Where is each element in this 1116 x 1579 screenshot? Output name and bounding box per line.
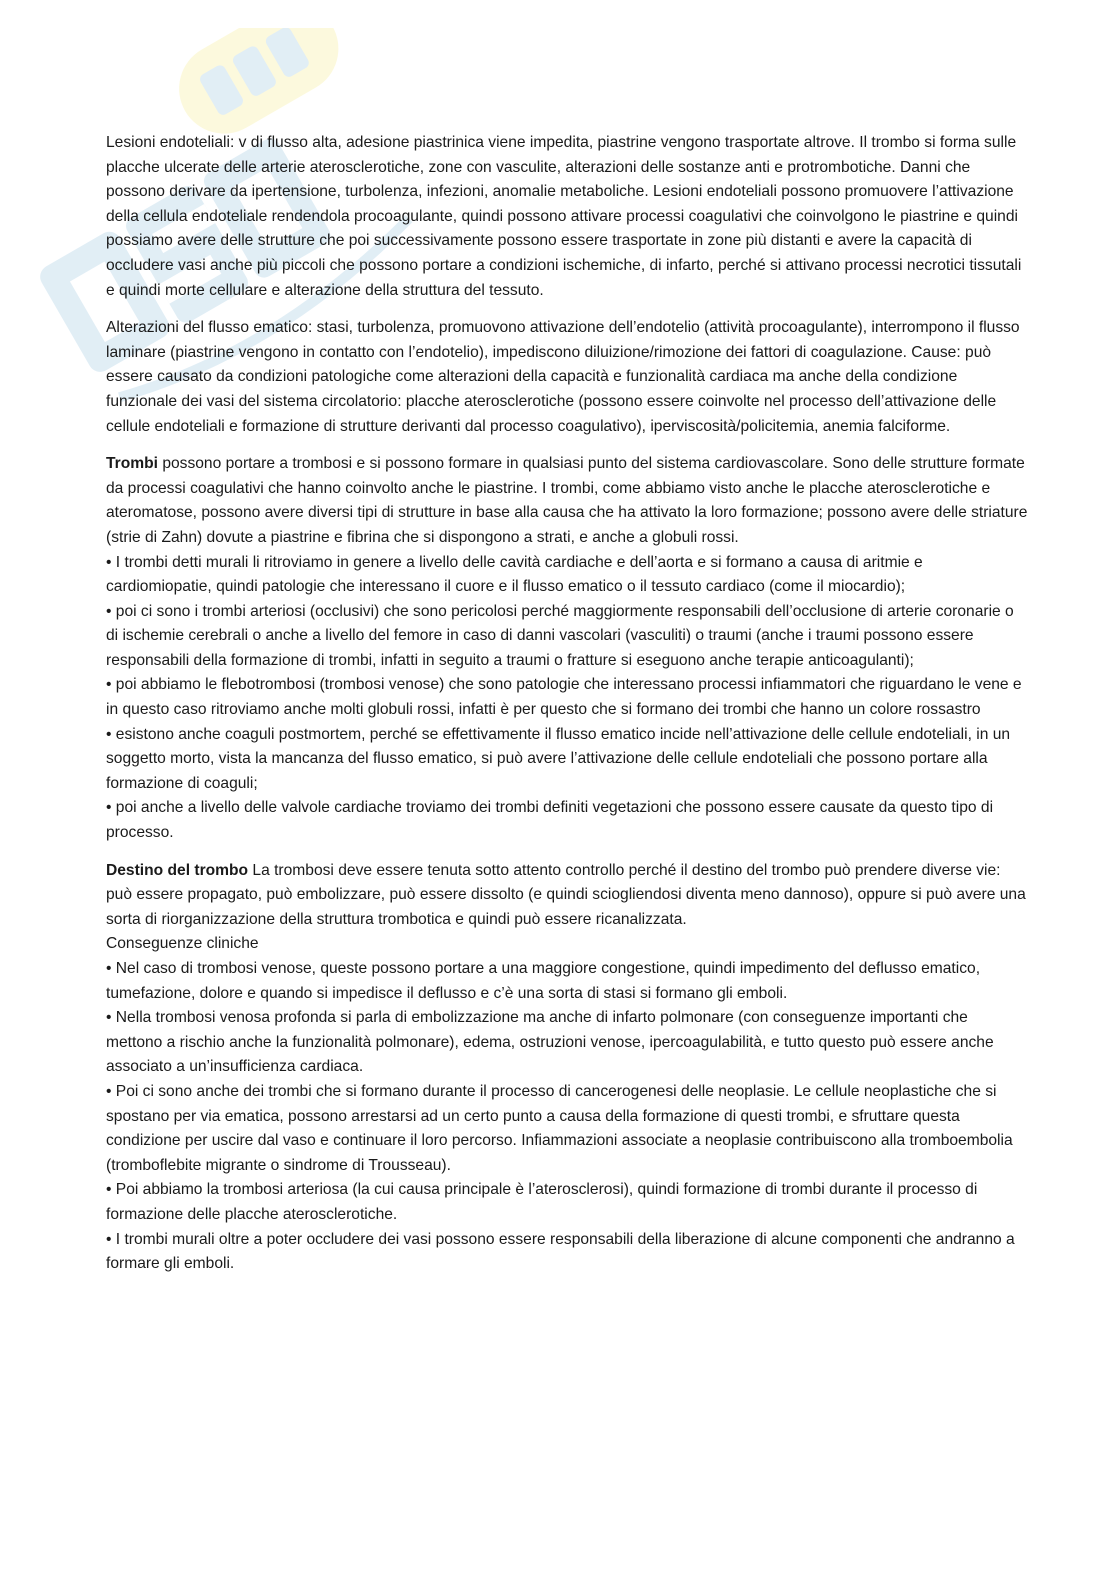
- paragraph-alterazioni-flusso: Alterazioni del flusso ematico: stasi, turbolenza, promuovono attivazione dell’endotelio (attività procoagulante), interrompono il flusso laminare (piastrine vengono in contatto con l’endotelio), impediscono diluizione/rimozione dei fattori di coagulazione. Cause: può essere causato da condizioni patologiche come alterazioni della capacità e funzionalità cardiaca ma anche della condizione funzionale dei vasi del sistema circolatorio: placche aterosclerotiche (possono essere coinvolte nel processo dell’attivazione delle cellule endoteliali e formazione di strutture derivanti dal processo coagulativo), iperviscosità/policitemia, anemia falciforme.: [106, 319, 1020, 435]
- list-item: • poi abbiamo le flebotrombosi (trombosi venose) che sono patologie che interessano processi infiammatori che riguardano le vene e in questo caso ritroviamo anche molti globuli rossi, infatti è per questo che si formano dei trombi che hanno un colore rossastro: [106, 676, 1022, 719]
- list-item: • poi anche a livello delle valvole cardiache troviamo dei trombi definiti vegetazioni che possono essere causate da questo tipo di processo.: [106, 799, 994, 842]
- paragraph-lesioni-endoteliali: Lesioni endoteliali: v di flusso alta, adesione piastrinica viene impedita, piastrine vengono trasportate altrove. Il trombo si forma sulle placche ulcerate delle arterie aterosclerotiche, zone con vasculite, alterazioni delle sostanze anti e protrombotiche. Danni che possono derivare da ipertensione, turbolenza, infezioni, anomalie metaboliche. Lesioni endoteliali possono promuovere l’attivazione della cellula endoteliale rendendola procoagulante, quindi possono attivare processi coagulativi che coinvolgono le piastrine e quindi possiamo avere delle strutture che poi successivamente possono essere trasportate in zone più distanti e avere la capacità di occludere vasi anche più piccoli che possono portare a condizioni ischemiche, di infarto, perché si attivano processi necrotici tissutali e quindi morte cellulare e alterazione della struttura del tessuto.: [106, 134, 1022, 299]
- trombi-intro-text: possono portare a trombosi e si possono formare in qualsiasi punto del sistema cardiovascolare. Sono delle strutture formate da processi coagulativi che hanno coinvolto anche le piastrine. I trombi, come abbiamo visto anche le placche aterosclerotiche e ateromatose, possono avere diversi tipi di strutture in base alla causa che ha attivato la loro formazione; possono avere delle striature (strie di Zahn) dovute a piastrine e fibrina che si dispongono a strati, e anche a globuli rossi.: [106, 455, 1028, 546]
- destino-intro-text: La trombosi deve essere tenuta sotto attento controllo perché il destino del trombo può prendere diverse vie: può essere propagato, può embolizzare, può essere dissolto (e quindi sciogliendosi diventa meno dannoso), oppure si può avere una sorta di riorganizzazione della struttura trombotica e quindi può essere ricanalizzata.: [106, 861, 1026, 928]
- list-item: • Nel caso di trombosi venose, queste possono portare a una maggiore congestione, quindi impedimento del deflusso ematico, tumefazione, dolore e quando si impedisce il deflusso e c’è una sorta di stasi si formano gli emboli.: [106, 960, 981, 1002]
- list-item: • Poi ci sono anche dei trombi che si formano durante il processo di cancerogenesi delle neoplasie. Le cellule neoplastiche che si spostano per via ematica, possono arrestarsi ad un certo punto a causa della formazione di questi trombi, e sfruttare questa condizione per uscire dal vaso e continuare il loro percorso. Infiammazioni associate a neoplasie contribuiscono alla tromboembolia (tromboflebite migrante o sindrome di Trousseau).: [106, 1082, 1013, 1174]
- subheading-conseguenze-cliniche: Conseguenze cliniche: [106, 935, 259, 953]
- list-item: • esistono anche coaguli postmortem, perché se effettivamente il flusso ematico incide nell’attivazione delle cellule endoteliali, in un soggetto morto, vista la mancanza del flusso ematico, si può avere l’attivazione delle cellule endoteliali che possono portare alla formazione di coaguli;: [106, 725, 1011, 792]
- list-item: • Poi abbiamo la trombosi arteriosa (la cui causa principale è l’aterosclerosi), quindi formazione di trombi durante il processo di formazione delle placche aterosclerotiche.: [106, 1181, 978, 1223]
- paragraph-trombi-intro: [106, 452, 1028, 550]
- list-item: • Nella trombosi venosa profonda si parla di embolizzazione ma anche di infarto polmonare (con conseguenze importanti che mettono a rischio anche la funzionalità polmonare), edema, ostruzioni venose, ipercoagulabilità, e tutto questo può essere anche associato a un’insufficienza cardiaca.: [106, 1009, 994, 1076]
- heading-trombi: Trombi: [106, 455, 158, 473]
- document-page: [106, 131, 1028, 1277]
- list-item: • poi ci sono i trombi arteriosi (occlusivi) che sono pericolosi perché maggiormente responsabili dell’occlusione di arterie coronarie o di ischemie cerebrali o anche a livello del femore in caso di danni vascolari (vasculiti) o traumi (anche i traumi possono essere responsabili della formazione di trombi, infatti in seguito a traumi o fratture si eseguono anche terapie anticoagulanti);: [106, 602, 1014, 669]
- heading-destino-del-trombo: Destino del trombo: [106, 861, 249, 879]
- paragraph-destino-intro: [106, 859, 1028, 933]
- list-item: • I trombi detti murali li ritroviamo in genere a livello delle cavità cardiache e dell’aorta e si formano a causa di aritmie e cardiomiopatie, quindi patologie che interessano il cuore e il flusso ematico o il tessuto cardiaco (come il miocardio);: [106, 553, 923, 596]
- list-item: • I trombi murali oltre a poter occludere dei vasi possono essere responsabili della liberazione di alcune componenti che andranno a formare gli emboli.: [106, 1230, 1015, 1273]
